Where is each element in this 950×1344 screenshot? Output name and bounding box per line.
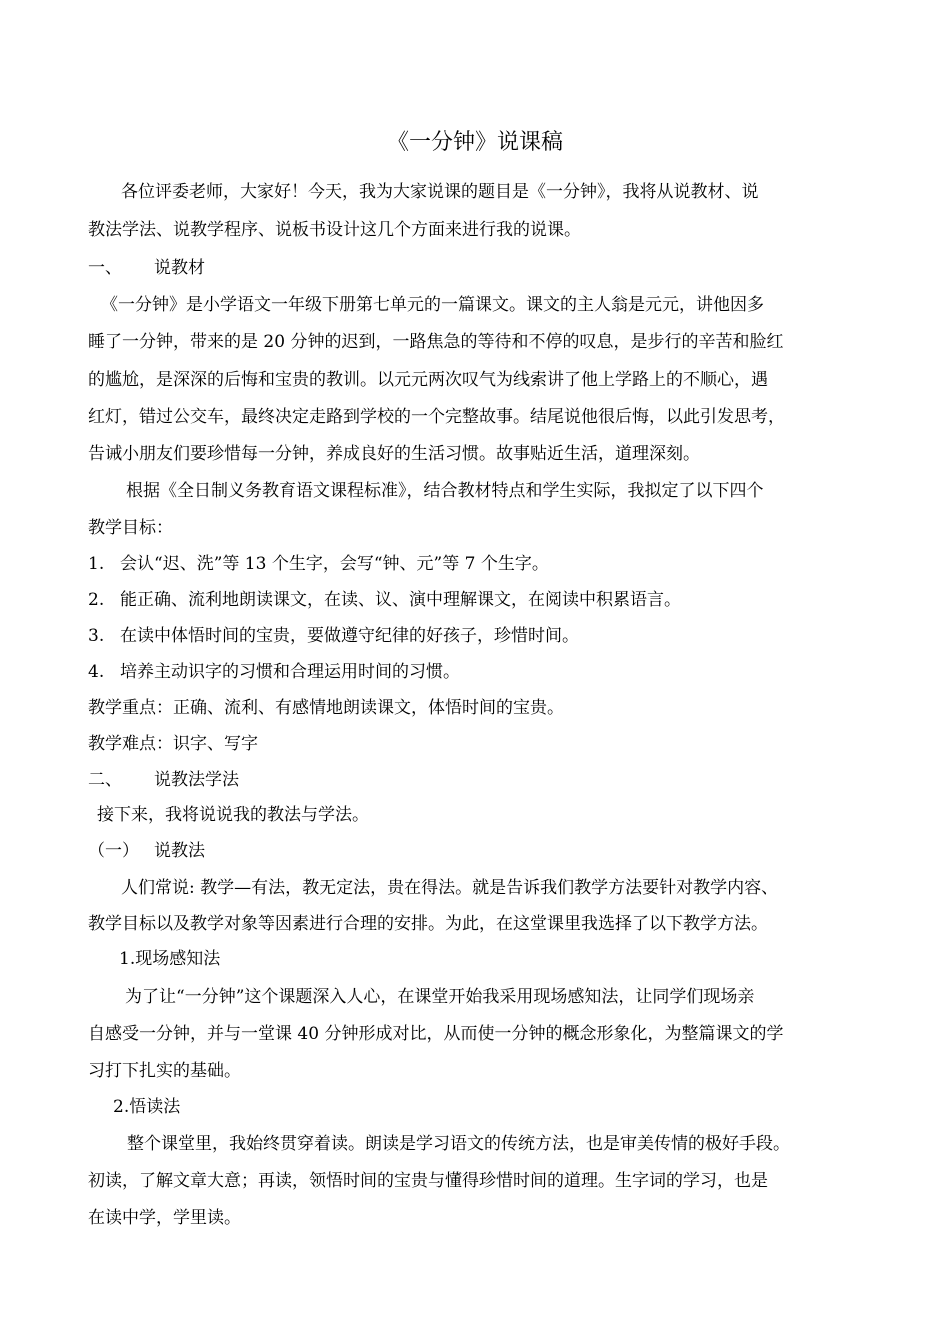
paragraph-line: 在读中学，学里读。 [88, 1208, 241, 1228]
method-title: 1.现场感知法 [119, 949, 221, 969]
section-title: 说教法学法 [154, 770, 239, 790]
difficulty: 教学难点：识字、写字 [88, 734, 258, 754]
document-title: 《一分钟》说课稿 [386, 130, 563, 155]
goal-item [88, 588, 681, 612]
paragraph-line: 接下来，我将说说我的教法与学法。 [97, 805, 369, 825]
goal-number: 4. [88, 662, 105, 682]
intro-line: 各位评委老师，大家好！今天，我为大家说课的题目是《一分钟》，我将从说教材、说 [121, 182, 759, 202]
section-heading [88, 768, 239, 792]
paragraph-line: 睡了一分钟，带来的是 20 分钟的迟到，一路焦急的等待和不停的叹息，是步行的辛苦和脸红 [88, 332, 784, 352]
paragraph-line: 整个课堂里，我始终贯穿着读。朗读是学习语文的传统方法，也是审美传情的极好手段。 [127, 1134, 790, 1154]
goal-text: 能正确、流利地朗读课文，在读、议、演中理解课文，在阅读中积累语言。 [120, 590, 681, 610]
section-number: 一、 [88, 258, 122, 278]
paragraph-line: 《一分钟》是小学语文一年级下册第七单元的一篇课文。课文的主人翁是元元，讲他因多 [101, 295, 764, 315]
subsection-title: 说教法 [154, 841, 205, 861]
section-number: 二、 [88, 770, 122, 790]
paragraph-line: 告诫小朋友们要珍惜每一分钟，养成良好的生活习惯。故事贴近生活，道理深刻。 [88, 444, 700, 464]
paragraph-line: 自感受一分钟，并与一堂课 40 分钟形成对比，从而使一分钟的概念形象化，为整篇课文的学 [88, 1024, 784, 1044]
subsection-heading [88, 839, 205, 863]
paragraph-line: 人们常说: 教学—有法，教无定法，贵在得法。就是告诉我们教学方法要针对教学内容、 [121, 878, 779, 898]
paragraph-line: 初读，了解文章大意；再读，领悟时间的宝贵与懂得珍惜时间的道理。生字词的学习，也是 [88, 1171, 768, 1191]
goal-text: 会认“迟、洗”等 13 个生字，会写“钟、元”等 7 个生字。 [120, 554, 549, 574]
method-title: 2.悟读法 [113, 1097, 181, 1117]
goal-number: 3. [88, 626, 105, 646]
key-point: 教学重点：正确、流利、有感情地朗读课文，体悟时间的宝贵。 [88, 698, 564, 718]
goal-item [88, 624, 579, 648]
section-title: 说教材 [154, 258, 205, 278]
paragraph-line: 习打下扎实的基础。 [88, 1061, 241, 1081]
paragraph-line: 的尴尬，是深深的后悔和宝贵的教训。以元元两次叹气为线索讲了他上学路上的不顺心，遇 [88, 370, 768, 390]
goal-number: 1. [88, 554, 105, 574]
section-heading [88, 256, 205, 280]
goal-item [88, 552, 549, 576]
intro-line: 教法学法、说教学程序、说板书设计这几个方面来进行我的说课。 [88, 220, 581, 240]
goal-number: 2. [88, 590, 105, 610]
goal-text: 在读中体悟时间的宝贵，要做遵守纪律的好孩子，珍惜时间。 [120, 626, 579, 646]
paragraph-line: 为了让“一分钟”这个课题深入人心，在课堂开始我采用现场感知法，让同学们现场亲 [125, 987, 755, 1007]
goal-text: 培养主动识字的习惯和合理运用时间的习惯。 [120, 662, 460, 682]
goal-item [88, 660, 460, 684]
paragraph-line: 教学目标以及教学对象等因素进行合理的安排。为此，在这堂课里我选择了以下教学方法。 [88, 914, 768, 934]
paragraph-line: 教学目标： [88, 518, 173, 538]
paragraph-line: 红灯，错过公交车，最终决定走路到学校的一个完整故事。结尾说他很后悔，以此引发思考， [88, 407, 785, 427]
paragraph-line: 根据《全日制义务教育语文课程标准》，结合教材特点和学生实际，我拟定了以下四个 [126, 481, 764, 501]
subsection-number: （一） [88, 841, 139, 861]
